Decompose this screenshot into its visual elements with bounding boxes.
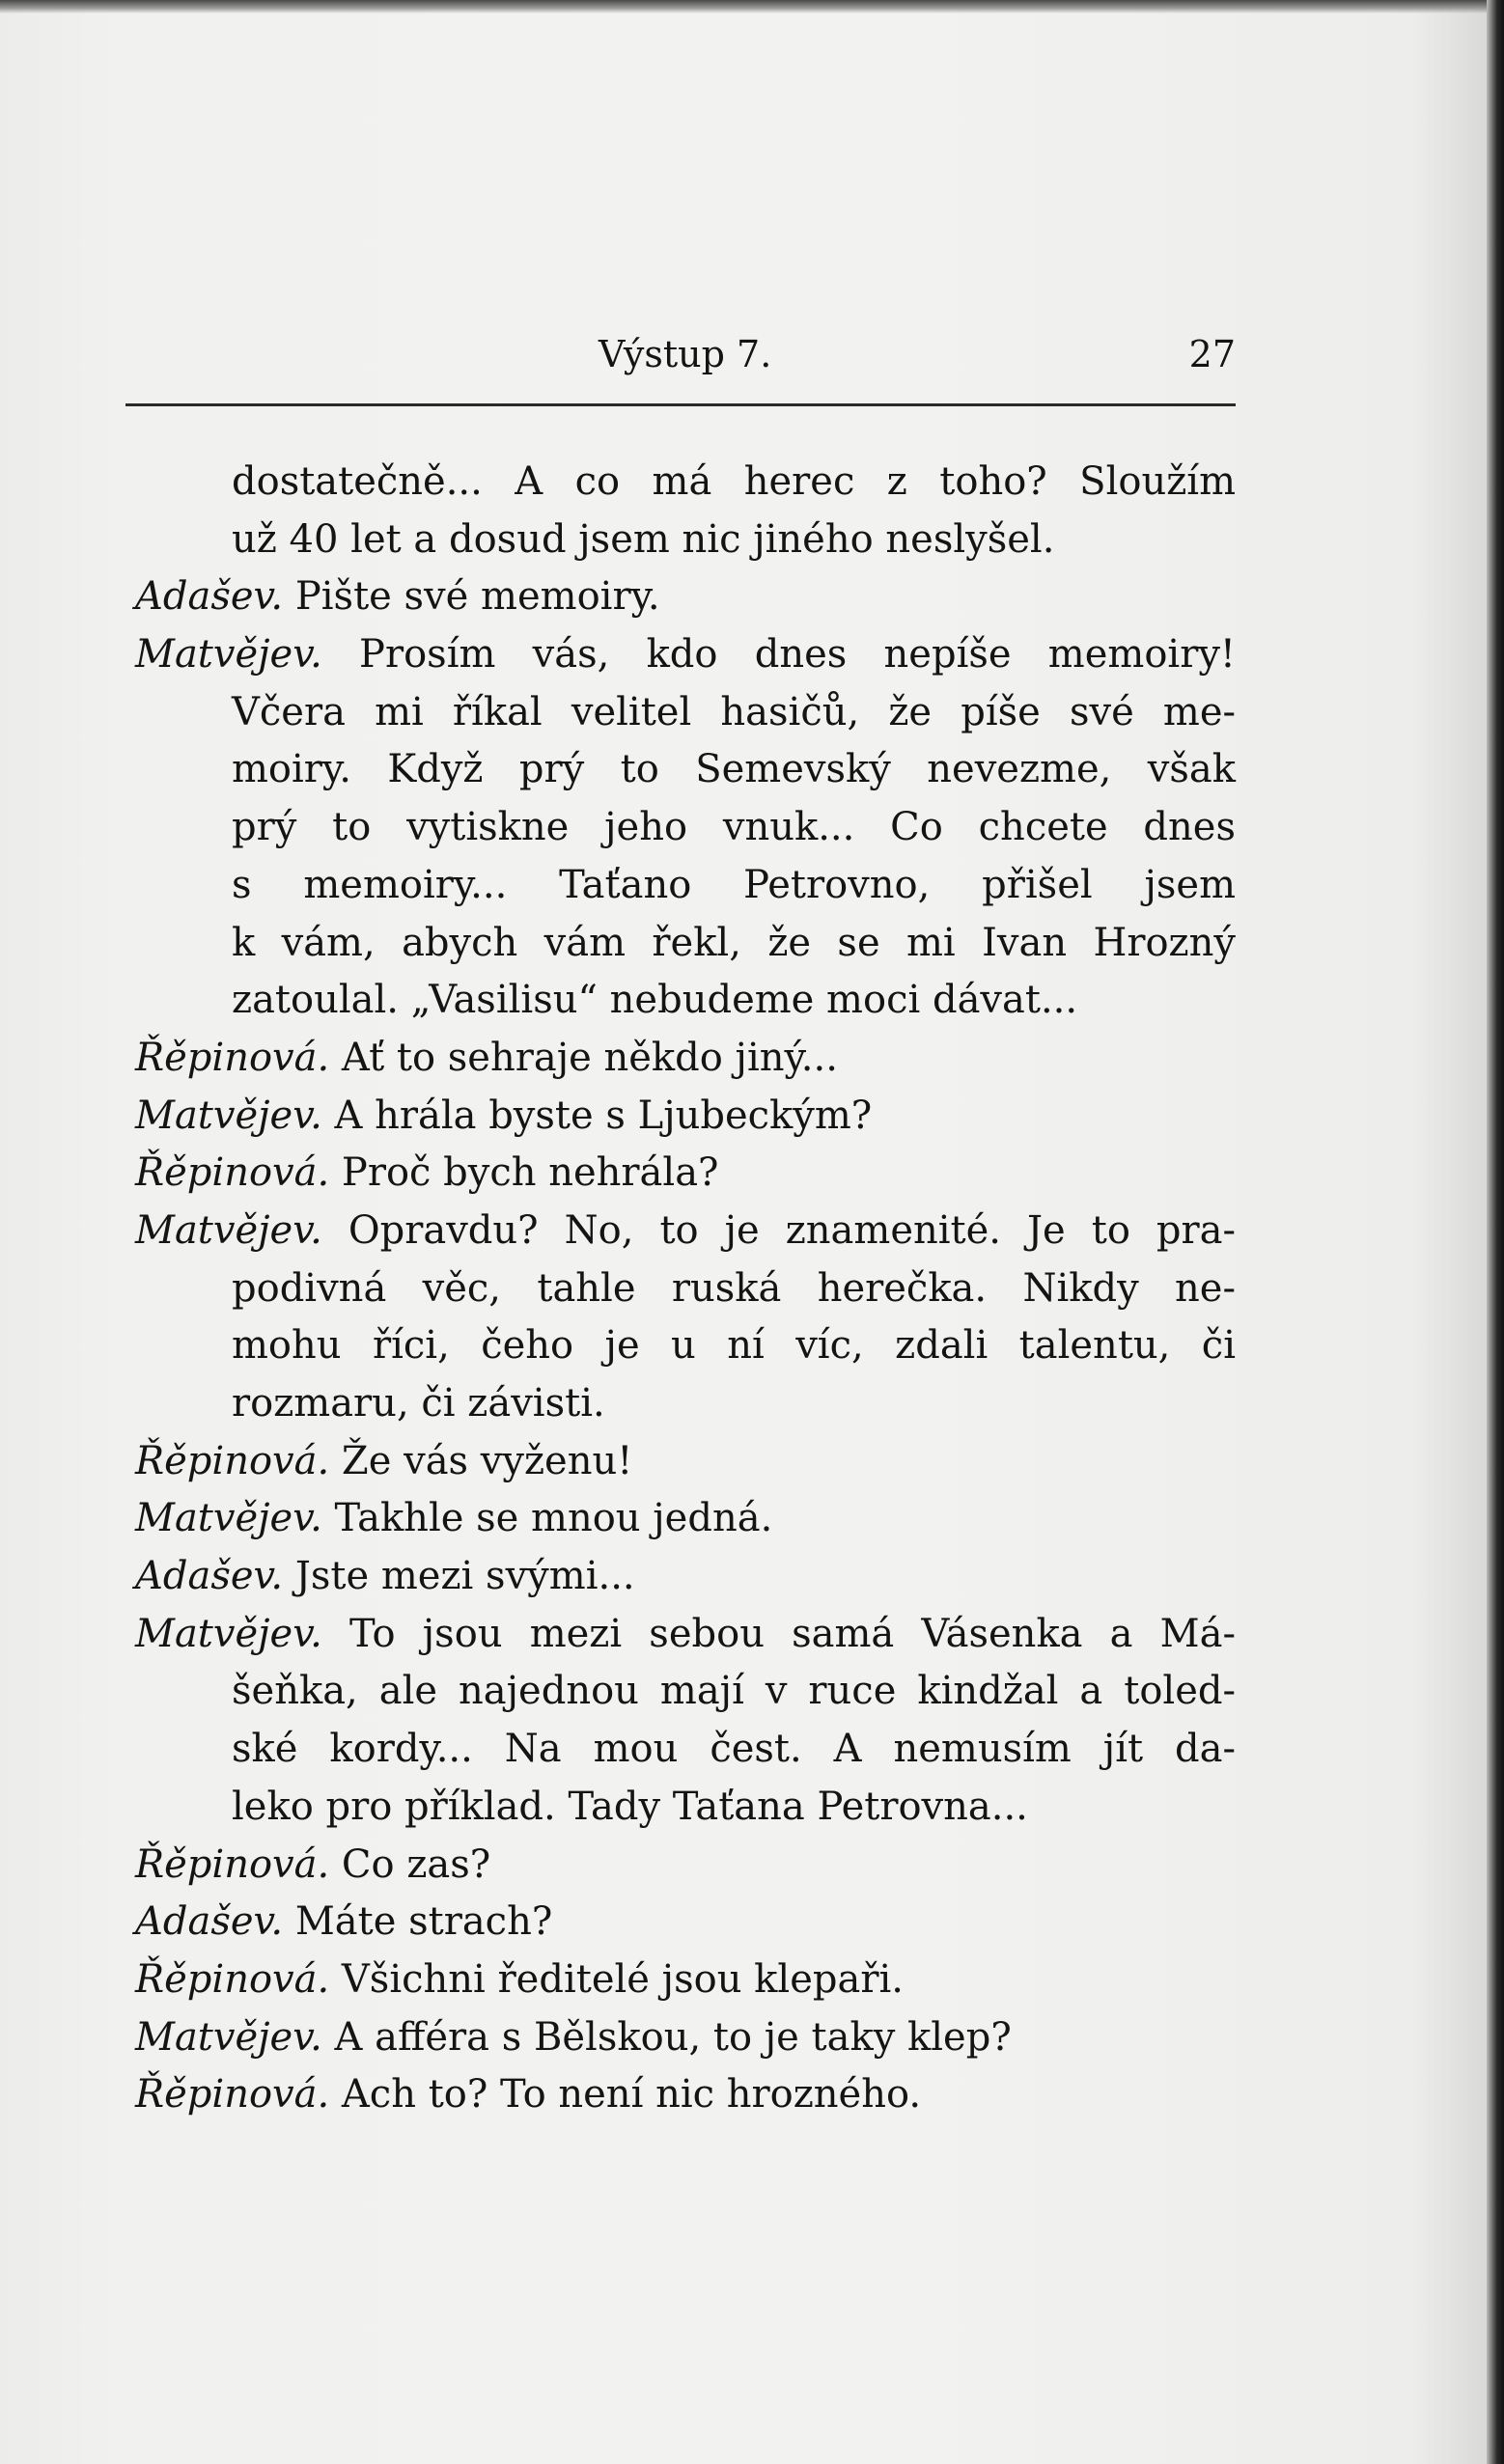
text-line [135,915,1236,973]
running-header [125,333,1236,391]
speaker-name: Matvějev. [135,1496,322,1541]
text-line [135,1260,1236,1318]
text-line [135,1548,1236,1606]
running-title: Výstup 7. [599,333,772,375]
speaker-name: Řěpinová. [135,1841,330,1887]
line-text: Máte strach? [294,1899,553,1945]
text-line [135,1490,1236,1548]
text-line [135,1894,1236,1952]
text-line [135,684,1236,742]
line-text: A hrála byste s Ljubeckým? [334,1093,873,1138]
page-number: 27 [1188,333,1236,375]
speaker-name: Řěpinová. [135,1438,330,1483]
speaker-name: Řěpinová. [135,1150,330,1196]
speaker-name: Řěpinová. [135,1956,330,2002]
text-line [135,1317,1236,1375]
text-line [135,1779,1236,1837]
line-text: podivná věc, tahle ruská herečka. Nikdy ne- [232,1265,1236,1311]
page-right-edge [1487,0,1504,2464]
line-text: Co zas? [341,1841,491,1887]
text-line [135,626,1236,684]
text-line [135,1721,1236,1779]
line-text: To jsou mezi sebou samá Vásenka a Má- [348,1611,1236,1656]
text-line [135,1030,1236,1088]
text-line [135,1663,1236,1721]
text-line [135,1375,1236,1433]
speaker-name: Matvějev. [135,1093,322,1138]
line-text: Ach to? To není nic hrozného. [341,2072,922,2118]
line-text: s memoiry... Taťano Petrovno, přišel jsem [232,862,1236,907]
line-text: zatoulal. „Vasilisu“ nebudeme moci dávat... [232,978,1078,1023]
line-text: moiry. Když prý to Semevský nevezme, však [232,747,1236,792]
text-line [135,1606,1236,1664]
line-text: Takhle se mnou jedná. [334,1496,773,1541]
text-line [135,1837,1236,1895]
line-text: Pište své memoiry. [294,574,660,620]
line-text: Všichni ředitelé jsou klepaři. [341,1956,904,2002]
body-text [135,454,1236,2124]
text-line [135,799,1236,857]
text-line [135,1952,1236,2009]
text-line [135,568,1236,626]
text-line [135,1203,1236,1260]
text-line [135,972,1236,1030]
text-line [135,741,1236,799]
text-line [135,1433,1236,1491]
line-text: už 40 let a dosud jsem nic jiného neslyšel. [232,516,1055,562]
line-text: Že vás vyženu! [341,1438,633,1483]
line-text: Včera mi říkal velitel hasičů, že píše své me- [232,689,1236,734]
line-text: A afféra s Bělskou, to je taky klep? [334,2014,1012,2060]
speaker-name: Matvějev. [135,632,322,678]
line-text: Opravdu? No, to je znamenité. Je to pra- [348,1207,1237,1253]
text-line [135,1145,1236,1203]
speaker-name: Řěpinová. [135,1035,330,1080]
line-text: rozmaru, či závisti. [232,1381,605,1426]
line-text: Jste mezi svými... [294,1554,635,1599]
line-text: k vám, abych vám řekl, že se mi Ivan Hrozný [232,920,1236,965]
speaker-name: Matvějev. [135,1611,322,1656]
line-text: ské kordy... Na mou čest. A nemusím jít da- [232,1727,1236,1772]
text-line [135,512,1236,569]
line-text: Prosím vás, kdo dnes nepíše memoiry! [359,632,1237,678]
speaker-name: Řěpinová. [135,2072,330,2118]
speaker-name: Adašev. [135,1554,284,1599]
line-text: Ať to sehraje někdo jiný... [341,1035,838,1080]
line-text: leko pro příklad. Tady Taťana Petrovna... [232,1784,1028,1829]
line-text: Proč bych nehrála? [341,1150,719,1196]
speaker-name: Adašev. [135,1899,284,1945]
page-top-edge [0,0,1504,14]
text-line [135,2009,1236,2067]
line-text: šeňka, ale najednou mají v ruce kindžal a toled- [232,1669,1236,1714]
line-text: prý to vytiskne jeho vnuk... Co chcete dnes [232,805,1236,850]
header-rule [125,403,1236,406]
text-line [135,2066,1236,2124]
text-line [135,454,1236,512]
speaker-name: Matvějev. [135,1207,322,1253]
text-line [135,857,1236,915]
speaker-name: Matvějev. [135,2014,322,2060]
text-line [135,1088,1236,1146]
line-text: dostatečně... A co má herec z toho? Sloužím [232,459,1236,504]
line-text: mohu říci, čeho je u ní víc, zdali talentu, či [232,1323,1236,1369]
speaker-name: Adašev. [135,574,284,620]
